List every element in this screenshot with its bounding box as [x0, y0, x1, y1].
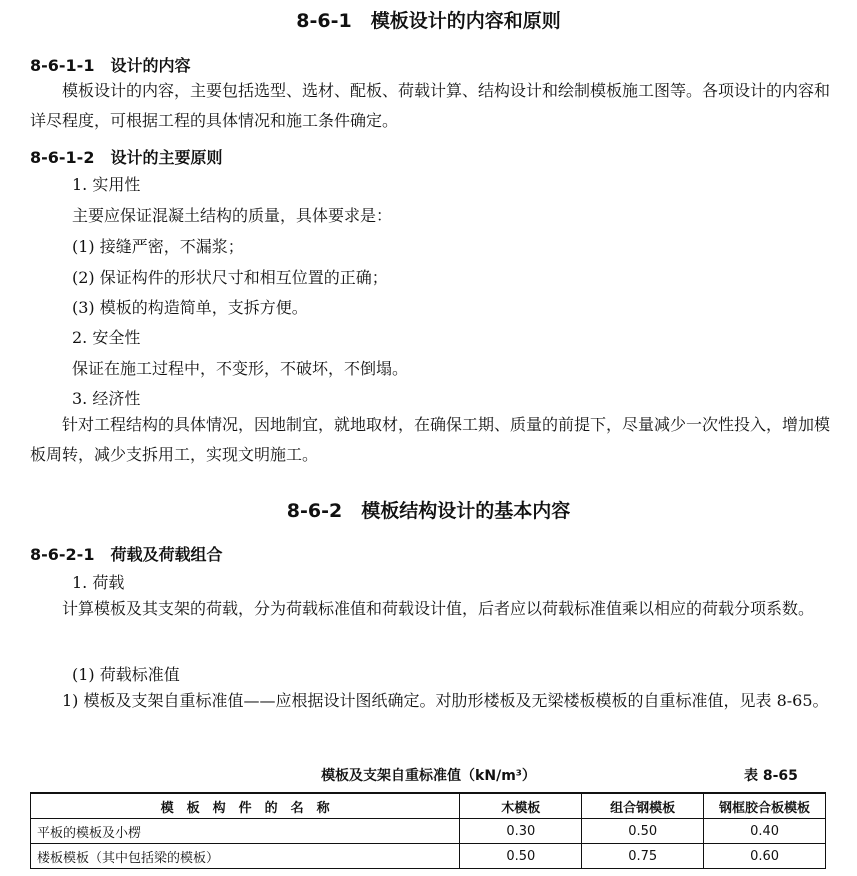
header-component-name: 模 板 构 件 的 名 称 — [31, 793, 460, 819]
row-value: 0.60 — [704, 844, 826, 869]
subsection-title-8-6-1-1: 8-6-1-1 设计的内容 — [30, 56, 191, 75]
design-content-paragraph: 模板设计的内容，主要包括选型、选材、配板、荷载计算、结构设计和绘制模板施工图等。各项设计的内容和详尽程度，可根据工程的具体情况和施工条件确定。 — [30, 81, 831, 130]
header-steel-formwork: 组合钢模板 — [582, 793, 704, 819]
heading-safety: 2. 安全性 — [72, 328, 141, 347]
row-value: 0.75 — [582, 844, 704, 869]
heading-practicality: 1. 实用性 — [72, 175, 141, 194]
header-wood-formwork: 木模板 — [460, 793, 582, 819]
row-value: 0.40 — [704, 819, 826, 844]
section-title-8-6-1: 8-6-1 模板设计的内容和原则 — [296, 10, 561, 32]
row-name: 楼板模板（其中包括梁的模板） — [31, 844, 460, 869]
heading-load-standard: (1) 荷载标准值 — [72, 665, 180, 684]
table-row — [31, 844, 826, 869]
table-caption: 模板及支架自重标准值（kN/m³） — [321, 768, 536, 784]
table-header-row — [31, 793, 826, 819]
formwork-self-weight-table — [30, 792, 826, 869]
requirement-item-1: (1) 接缝严密，不漏浆； — [72, 237, 244, 256]
header-plywood-formwork: 钢框胶合板模板 — [704, 793, 826, 819]
subsection-title-8-6-2-1: 8-6-2-1 荷载及荷载组合 — [30, 545, 223, 564]
load-paragraph: 计算模板及其支架的荷载，分为荷载标准值和荷载设计值，后者应以荷载标准值乘以相应的荷载分项系数。 — [62, 599, 815, 618]
table-number: 表 8-65 — [744, 768, 798, 784]
row-name: 平板的模板及小楞 — [31, 819, 460, 844]
practicality-intro: 主要应保证混凝土结构的质量，具体要求是： — [72, 206, 393, 225]
requirement-item-2: (2) 保证构件的形状尺寸和相互位置的正确； — [72, 268, 388, 287]
row-value: 0.30 — [460, 819, 582, 844]
row-value: 0.50 — [460, 844, 582, 869]
economy-paragraph: 针对工程结构的具体情况，因地制宜，就地取材，在确保工期、质量的前提下，尽量减少一次性投入，增加模板周转，减少支拆用工，实现文明施工。 — [30, 415, 831, 464]
row-value: 0.50 — [582, 819, 704, 844]
heading-economy: 3. 经济性 — [72, 389, 141, 408]
subsection-title-8-6-1-2: 8-6-1-2 设计的主要原则 — [30, 148, 223, 167]
table-row — [31, 819, 826, 844]
section-title-8-6-2: 8-6-2 模板结构设计的基本内容 — [286, 500, 571, 522]
safety-text: 保证在施工过程中，不变形，不破坏，不倒塌。 — [72, 359, 409, 378]
self-weight-paragraph: 1) 模板及支架自重标准值——应根据设计图纸确定。对肋形楼板及无梁楼板模板的自重标准值，见表 8-65。 — [62, 691, 829, 710]
requirement-item-3: (3) 模板的构造简单，支拆方便。 — [72, 298, 308, 317]
heading-load: 1. 荷载 — [72, 573, 125, 592]
